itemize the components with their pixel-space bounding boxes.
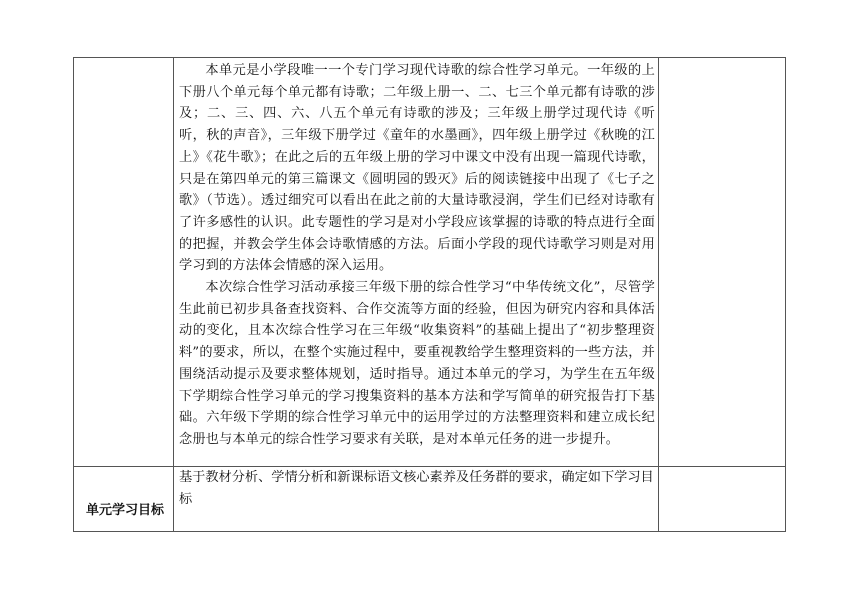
table-border-left [73,57,74,532]
analysis-paragraph-2: 本次综合性学习活动承接三年级下册的综合性学习“中华传统文化”，尽管学生此前已初步具备查找资料、合作交流等方面的经验，但因为研究内容和具体活动的变化，且本次综合性学习在三年级“收集资料”的基础上提出了“初步整理资料”的要求，所以，在整个实施过程中，要重视教给学生整理资料的一些方法，并围绕活动提示及要求整体规划，适时指导。通过本单元的学习，为学生在五年级下学期综合性学习单元的学习搜集资料的基本方法和学写简单的研究报告打下基础。六年级下学期的综合性学习单元中的运用学过的方法整理资料和建立成长纪念册也与本单元的综合性学习要求有关联，是对本单元任务的进一步提升。 [179,280,655,447]
objectives-label: 单元学习目标 [85,503,164,518]
table-column-divider-2 [658,57,659,532]
analysis-paragraph-1: 本单元是小学段唯一一个专门学习现代诗歌的综合性学习单元。一年级的上下册八个单元每个单元都有诗歌；二年级上册一、二、七三个单元都有诗歌的涉及；二、三、四、六、八五个单元有诗歌的涉及；三年级上册学过现代诗《听听，秋的声音》，三年级下册学过《童年的水墨画》，四年级上册学过《秋晚的江上》《花牛歌》；在此之后的五年级上册的学习中课文中没有出现一篇现代诗歌，只是在第四单元的第三篇课文《圆明园的毁灭》后的阅读链接中出现了《七子之歌》（节选）。透过细究可以看出在此之前的大量诗歌浸润，学生们已经对诗歌有了许多感性的认识。此专题性的学习是对小学段应该掌握的诗歌的特点进行全面的把握，并教会学生体会诗歌情感的方法。后面小学段的现代诗歌学习则是对用学习到的方法体会情感的深入运用。 [179,63,655,274]
analysis-cell [179,60,655,451]
table-border-right [785,57,786,532]
objectives-text: 基于教材分析、学情分析和新课标语文核心素养及任务群的要求，确定如下学习目标 [179,470,654,507]
table-column-divider-1 [173,57,174,532]
table-border-bottom [73,531,786,532]
table-border-top [73,57,786,58]
